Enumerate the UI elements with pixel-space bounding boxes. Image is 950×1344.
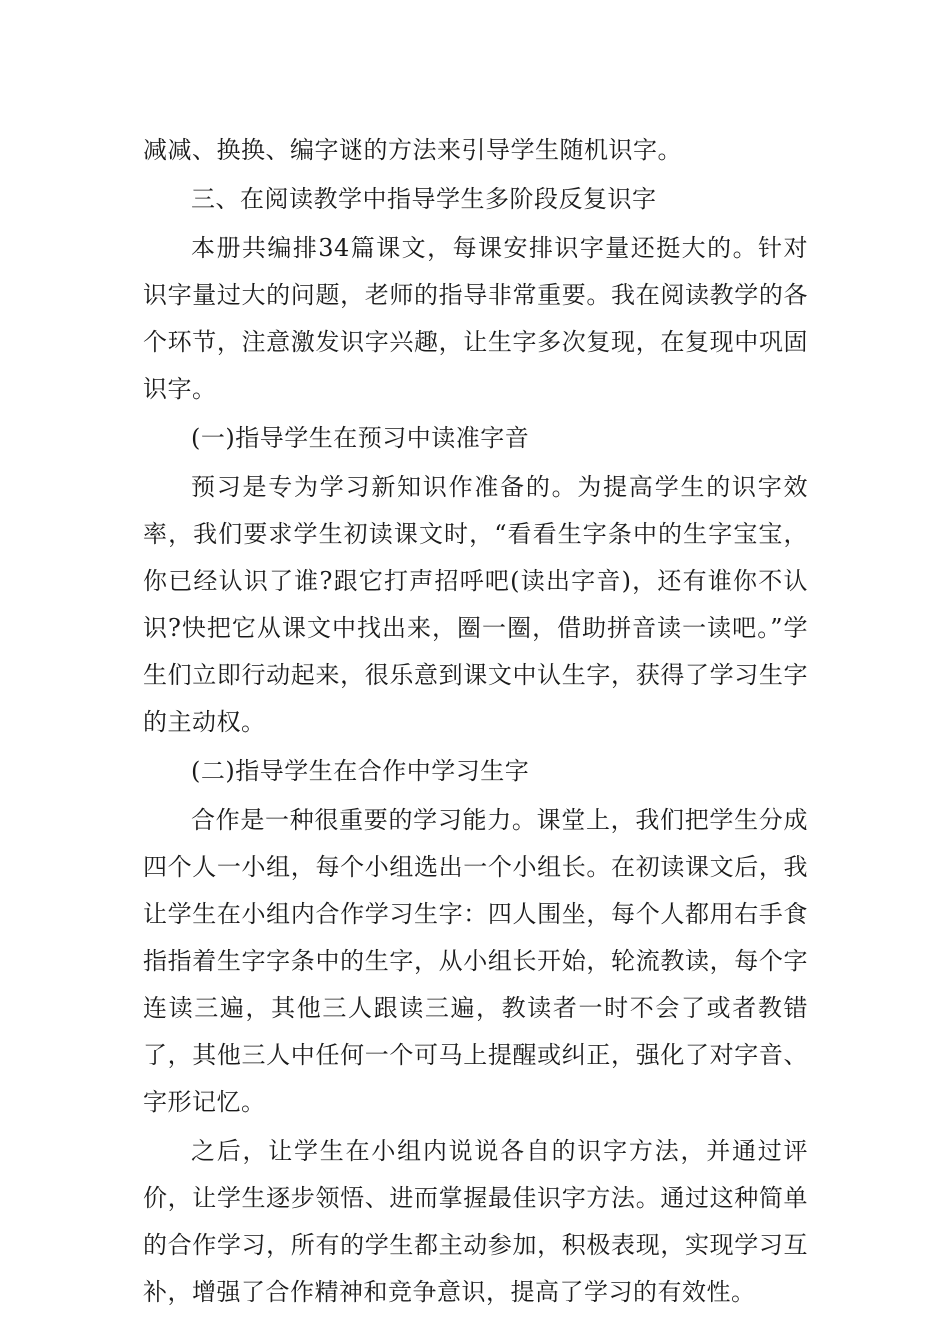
paragraph-continuation: 减减、换换、编字谜的方法来引导学生随机识字。 xyxy=(143,136,682,164)
document-body xyxy=(143,127,808,1318)
subsection-heading-2: (二)指导学生在合作中学习生字 xyxy=(191,757,530,785)
paragraph-body: 合作是一种很重要的学习能力。课堂上，我们把学生分成四个人一小组，每个小组选出一个小组长。在初读课文后，我让学生在小组内合作学习生字：四人围坐，每个人都用右手食指指着生字字条中的生字，从小组长开始，轮流教读，每个字连读三遍，其他三人跟读三遍，教读者一时不会了或者教错了，其他三人中任何一个可马上提醒或纠正，强化了对字音、字形记忆。 xyxy=(143,806,808,1116)
paragraph-body: 预习是专为学习新知识作准备的。为提高学生的识字效率，我们要求学生初读课文时，“看看生字条中的生字宝宝，你已经认识了谁?跟它打声招呼吧(读出字音)，还有谁你不认识?快把它从课文中找出来，圈一圈，借助拼音读一读吧。”学生们立即行动起来，很乐意到课文中认生字，获得了学习生字的主动权。 xyxy=(143,473,808,736)
section-heading-3: 三、在阅读教学中指导学生多阶段反复识字 xyxy=(191,185,657,213)
paragraph-body: 本册共编排34篇课文，每课安排识字量还挺大的。针对识字量过大的问题，老师的指导非常重要。我在阅读教学的各个环节，注意激发识字兴趣，让生字多次复现，在复现中巩固识字。 xyxy=(143,234,808,403)
subsection-heading-1: (一)指导学生在预习中读准字音 xyxy=(191,424,530,452)
paragraph-body: 之后，让学生在小组内说说各自的识字方法，并通过评价，让学生逐步领悟、进而掌握最佳识字方法。通过这种简单的合作学习，所有的学生都主动参加，积极表现，实现学习互补，增强了合作精神和竞争意识，提高了学习的有效性。 xyxy=(143,1137,808,1306)
